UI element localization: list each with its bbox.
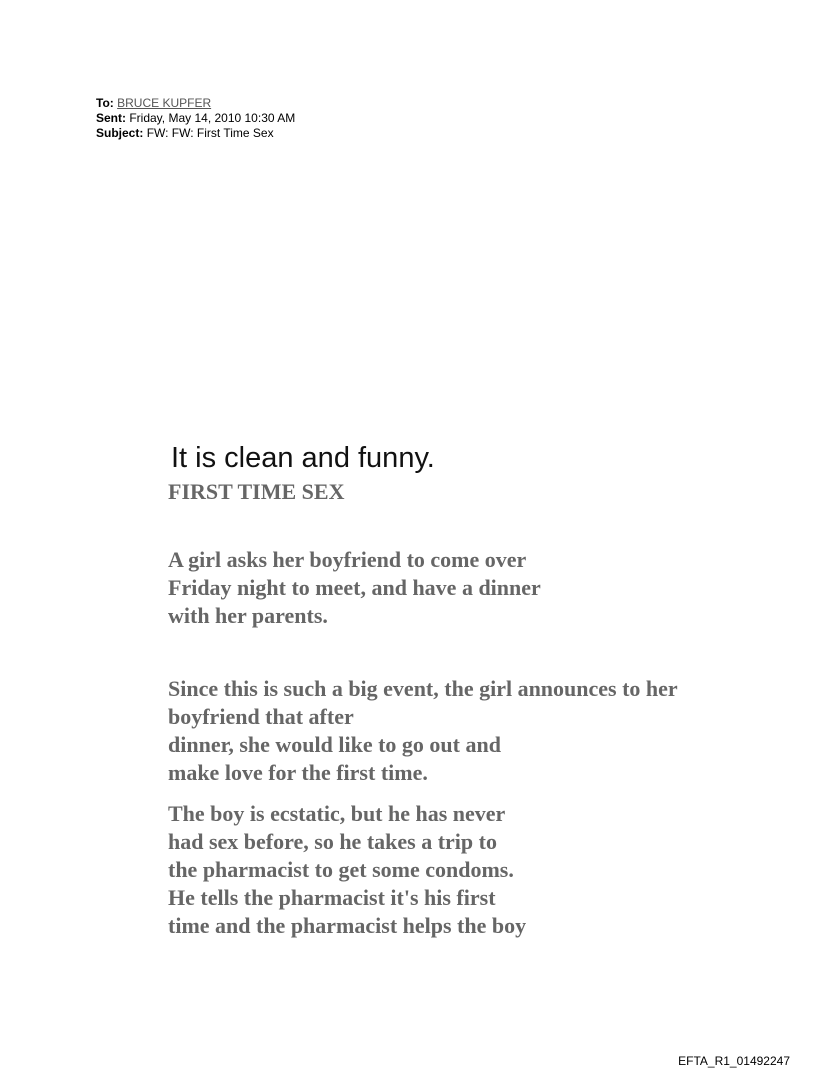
sent-value: Friday, May 14, 2010 10:30 AM [129, 111, 296, 125]
sent-row [96, 111, 295, 126]
email-header [96, 96, 295, 141]
story-paragraph [168, 675, 788, 787]
story-line: had sex before, so he takes a trip to [168, 829, 497, 854]
story-line: the pharmacist to get some condoms. [168, 857, 514, 882]
subject-value: FW: FW: First Time Sex [146, 126, 274, 140]
story-line: time and the pharmacist helps the boy [168, 913, 527, 938]
story-line: Friday night to meet, and have a dinner [168, 575, 541, 600]
story-line: with her parents. [168, 603, 328, 628]
to-label: To: [96, 96, 114, 110]
story-line: dinner, she would like to go out and [168, 732, 501, 757]
document-id: EFTA_R1_01492247 [678, 1054, 790, 1068]
story-line: make love for the first time. [168, 760, 428, 785]
story-line: boyfriend that after [168, 704, 354, 729]
story-body [168, 478, 788, 940]
story-line: He tells the pharmacist it's his first [168, 885, 496, 910]
story-line: Since this is such a big event, the girl announces to her [168, 676, 678, 701]
story-line: A girl asks her boyfriend to come over [168, 547, 527, 572]
subject-label: Subject: [96, 126, 144, 140]
to-row [96, 96, 295, 111]
sent-label: Sent: [96, 111, 126, 125]
story-paragraph [168, 546, 788, 630]
intro-text: It is clean and funny. [171, 442, 435, 474]
subject-row [96, 126, 295, 141]
story-line: The boy is ecstatic, but he has never [168, 801, 506, 826]
story-title: FIRST TIME SEX [168, 479, 345, 504]
to-recipient-link[interactable]: BRUCE KUPFER [117, 96, 212, 110]
story-paragraph [168, 800, 788, 940]
